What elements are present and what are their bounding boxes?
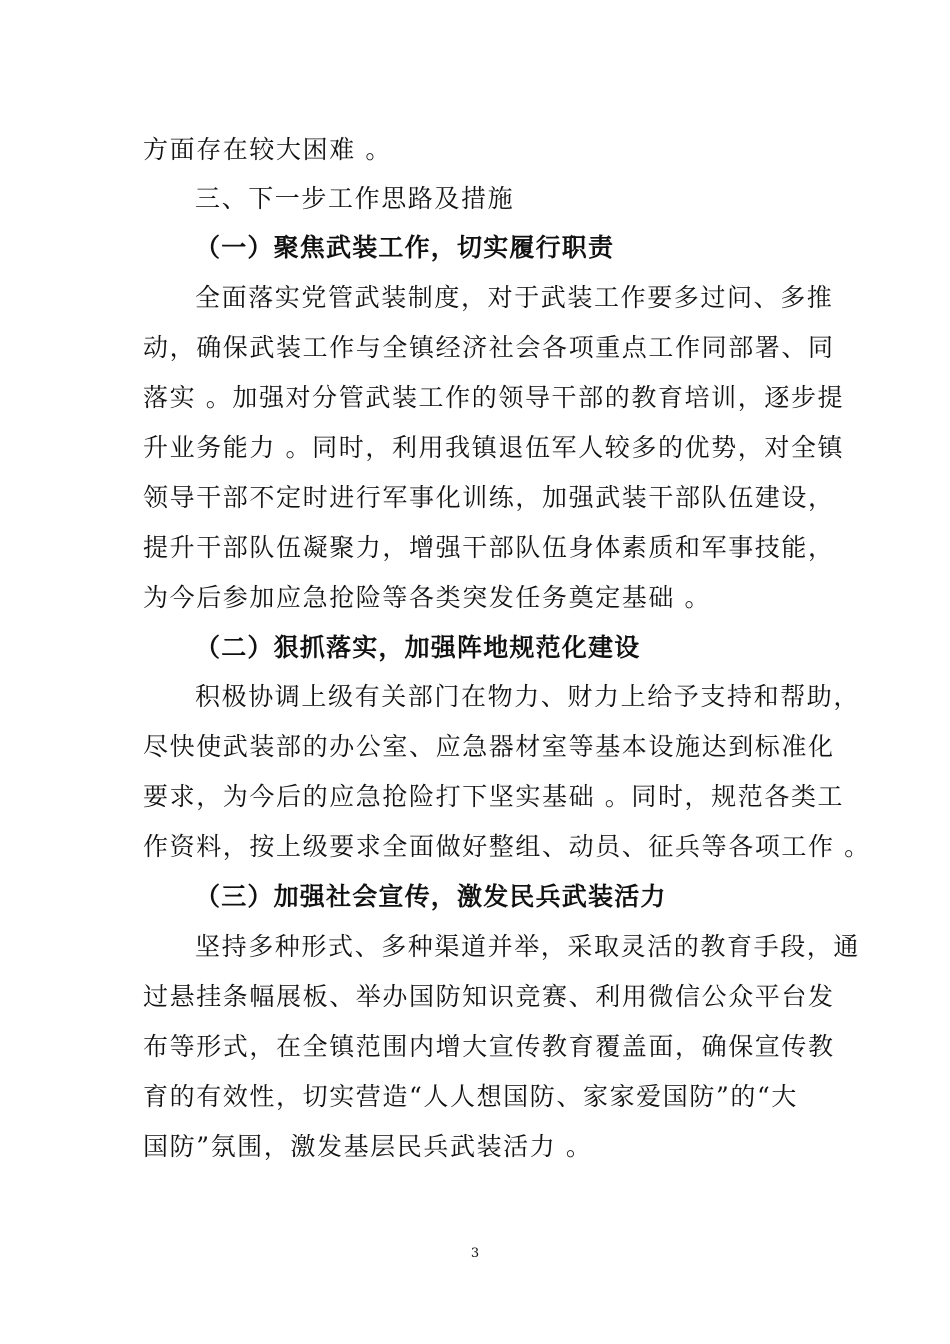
paragraph-line: 要求，为今后的应急抢险打下坚实基础 。同时，规范各类工: [143, 782, 845, 811]
paragraph-line: 布等形式，在全镇范围内增大宣传教育覆盖面，确保宣传教: [143, 1032, 835, 1061]
paragraph-line: 动，确保武装工作与全镇经济社会各项重点工作同部署、同: [143, 333, 835, 362]
page-number: 3: [470, 1246, 480, 1261]
paragraph-line: 方面存在较大困难 。: [143, 135, 392, 164]
paragraph-line: 尽快使武装部的办公室、应急器材室等基本设施达到标准化: [143, 732, 835, 761]
subsection-heading: （一）聚焦武装工作，切实履行职责: [195, 233, 615, 262]
section-heading: 三、下一步工作思路及措施: [195, 184, 515, 213]
paragraph-line: 育的有效性，切实营造“人人想国防、家家爱国防”的“大: [143, 1082, 798, 1111]
subsection-heading: （三）加强社会宣传，激发民兵武装活力: [195, 882, 667, 911]
paragraph-line: 升业务能力 。同时，利用我镇退伍军人较多的优势，对全镇: [143, 433, 845, 462]
paragraph-line: 为今后参加应急抢险等各类突发任务奠定基础 。: [143, 583, 712, 612]
subsection-heading: （二）狠抓落实，加强阵地规范化建设: [195, 633, 641, 662]
paragraph-line: 领导干部不定时进行军事化训练，加强武装干部队伍建设，: [143, 483, 835, 512]
paragraph-line: 过悬挂条幅展板、举办国防知识竞赛、利用微信公众平台发: [143, 982, 835, 1011]
paragraph-line: 坚持多种形式、多种渠道并举，采取灵活的教育手段，通: [195, 932, 861, 961]
paragraph-line: 积极协调上级有关部门在物力、财力上给予支持和帮助，: [195, 682, 861, 711]
paragraph-line: 全面落实党管武装制度，对于武装工作要多过问、多推: [195, 283, 834, 312]
paragraph-line: 作资料，按上级要求全面做好整组、动员、征兵等各项工作 。: [143, 832, 871, 861]
paragraph-line: 落实 。加强对分管武装工作的领导干部的教育培训，逐步提: [143, 383, 845, 412]
paragraph-line: 提升干部队伍凝聚力，增强干部队伍身体素质和军事技能，: [143, 533, 835, 562]
paragraph-line: 国防”氛围，激发基层民兵武装活力 。: [143, 1132, 593, 1161]
